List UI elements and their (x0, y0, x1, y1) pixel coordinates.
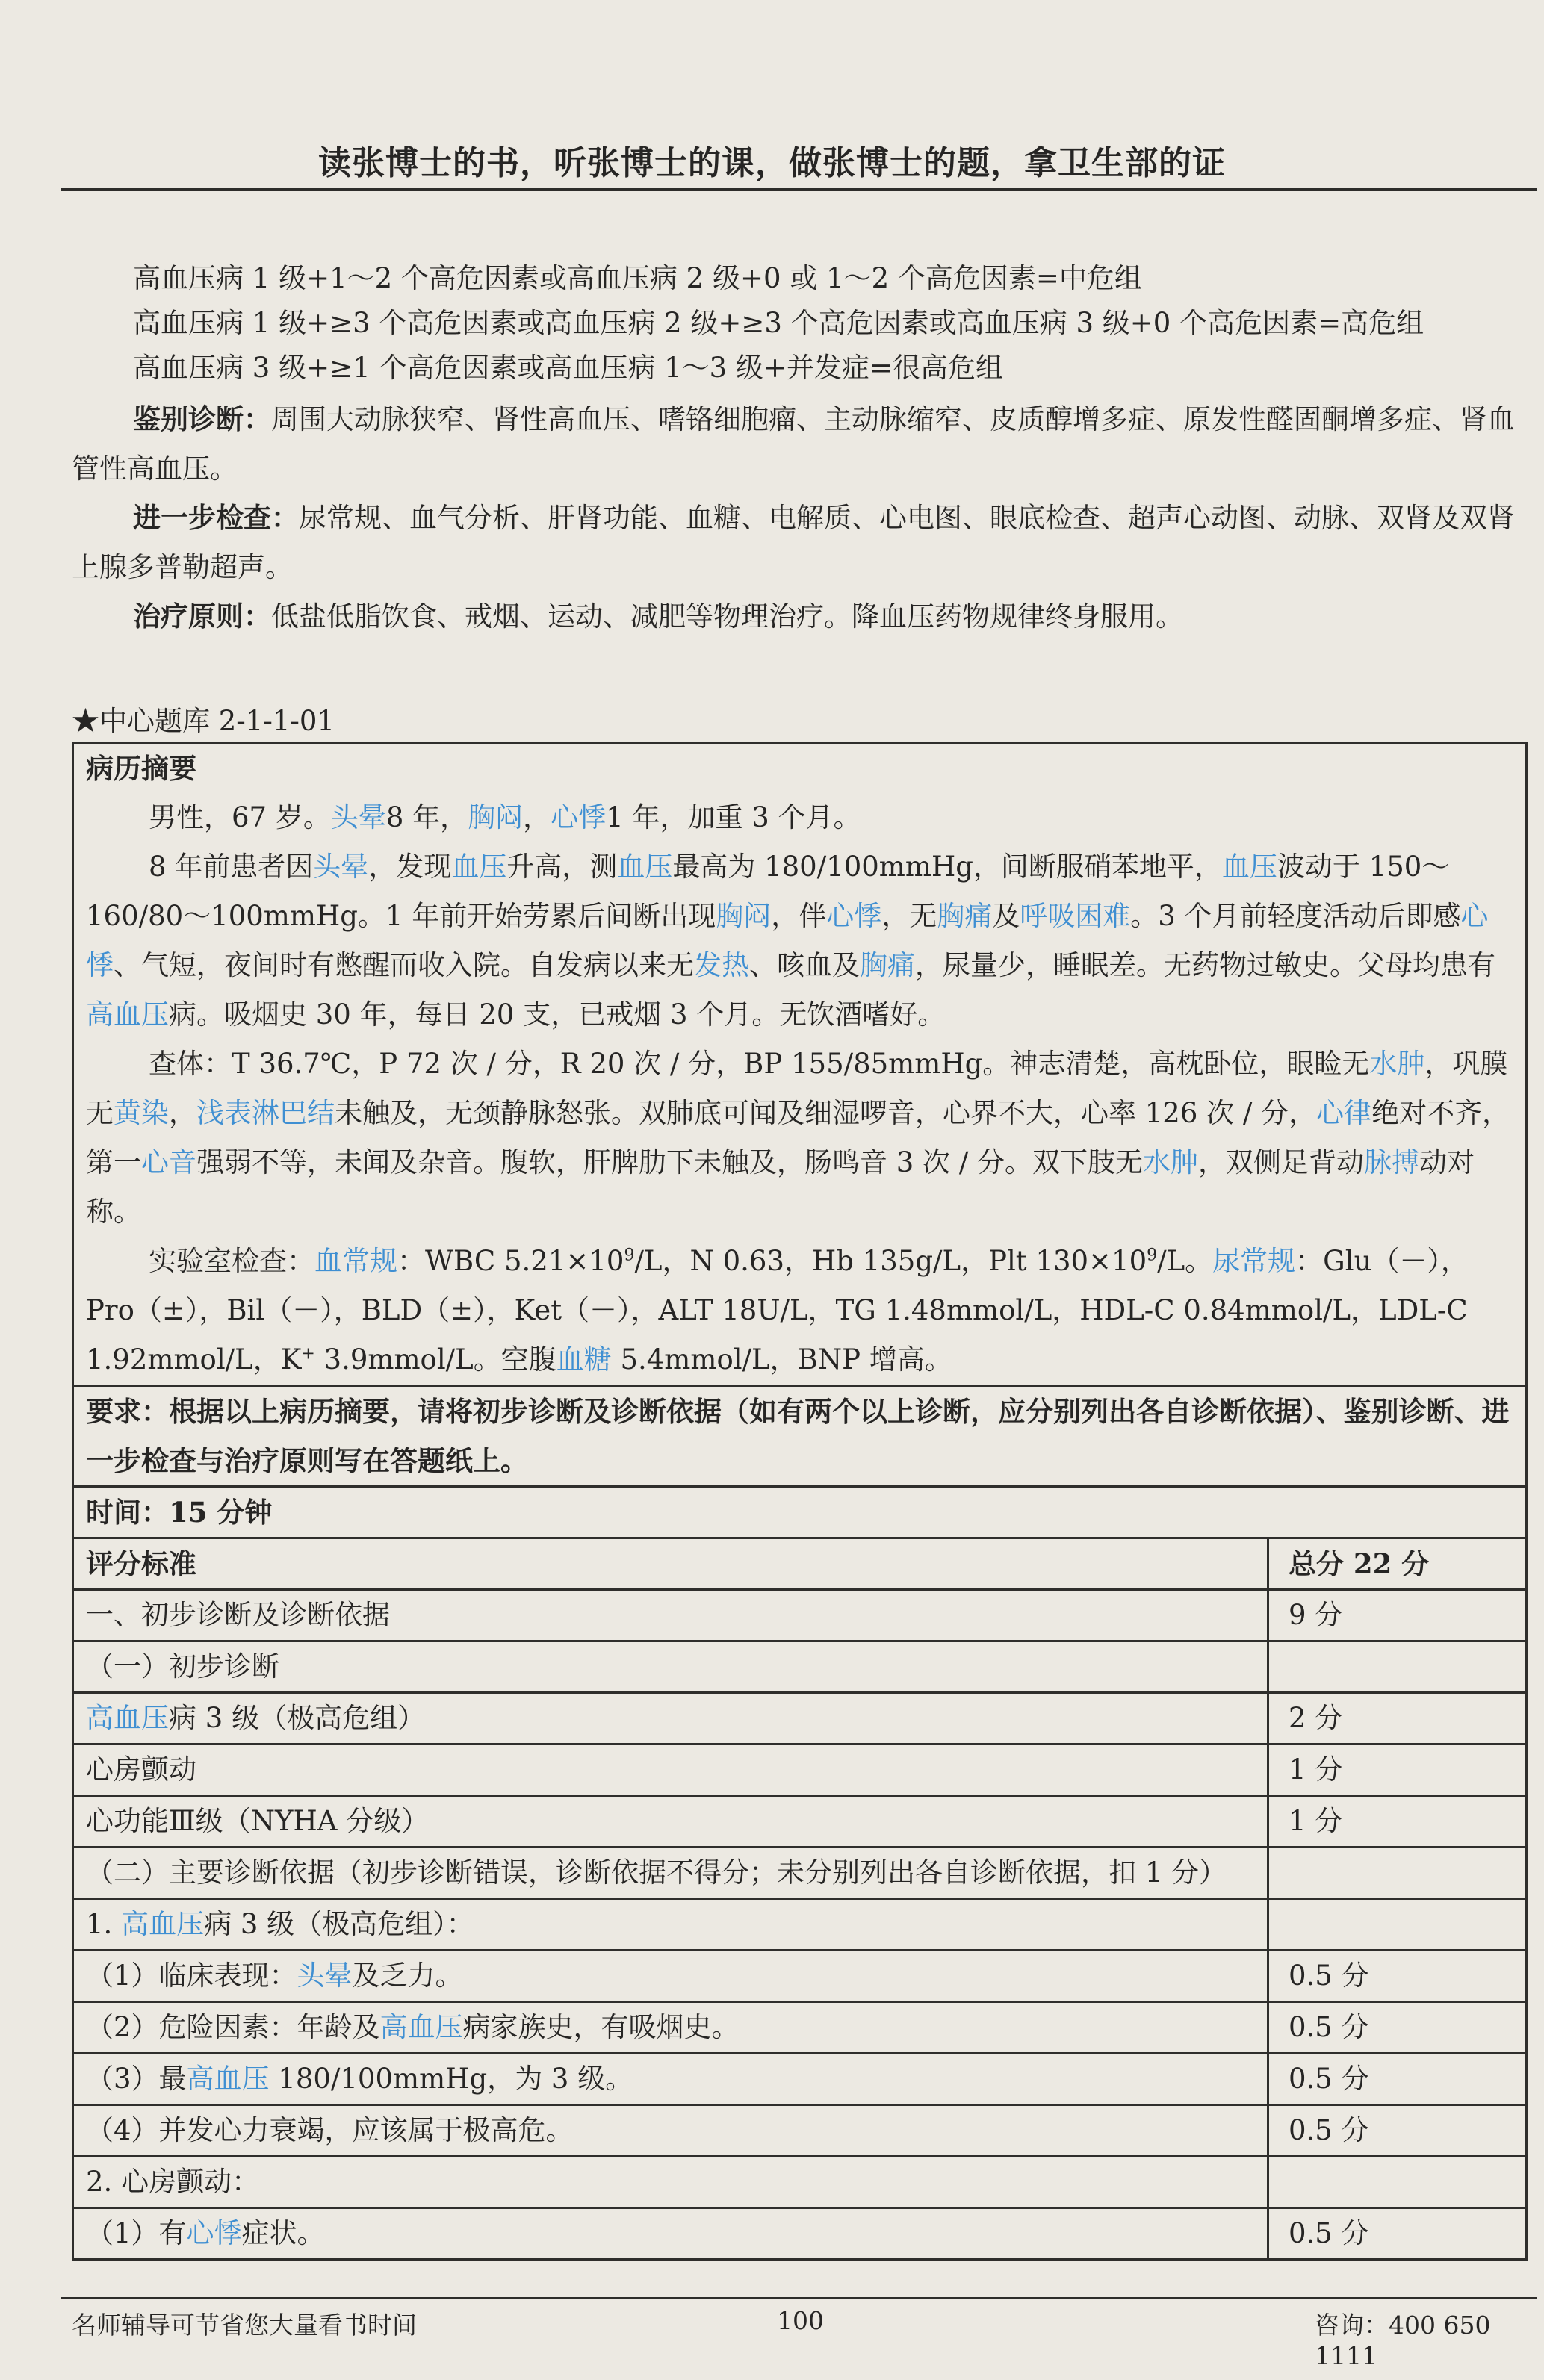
footer-slogan: 名师辅导可节省您大量看书时间 (72, 2311, 417, 2340)
basis-item: （4）并发心力衰竭，应该属于极高危。 (73, 2105, 1268, 2157)
section-initial-diagnosis: 一、初步诊断及诊断依据 (73, 1590, 1268, 1641)
chief-complaint: 男性，67 岁。头晕8 年，胸闷，心悸1 年，加重 3 个月。 (149, 801, 861, 833)
basis-af: 2. 心房颤动： (73, 2157, 1268, 2208)
case-heading: 病历摘要 (86, 752, 196, 785)
risk-line-3: 高血压病 3 级+≥1 个高危因素或高血压病 1～3 级+并发症=很高危组 (133, 352, 1003, 384)
basis-score: 0.5 分 (1268, 2105, 1527, 2157)
subsection-initial: （一）初步诊断 (73, 1641, 1268, 1693)
further-exam: 进一步检查：尿常规、血气分析、肝肾功能、血糖、电解质、心电图、眼底检查、超声心动图、动脉、双肾及双肾上腺多普勒超声。 (72, 501, 1515, 583)
case-table (72, 742, 1528, 2261)
section-score: 9 分 (1268, 1590, 1527, 1641)
physical-exam: 查体：T 36.7℃，P 72 次 / 分，R 20 次 / 分，BP 155/85mmHg。神志清楚，高枕卧位，眼睑无水肿，巩膜无黄染，浅表淋巴结未触及，无颈静脉怒张。双肺底可闻及细湿啰音，心界不大，心率 126 次 / 分，心律绝对不齐，第一心音强弱不等，未闻及杂音。腹软，肝脾肋下未触及，肠鸣音 3 次 / 分。双下肢无水肿，双侧足背动脉搏动对称。 (86, 1048, 1510, 1228)
basis-score: 0.5 分 (1268, 2054, 1527, 2105)
basis-score: 0.5 分 (1268, 2208, 1527, 2260)
header-rule (61, 188, 1537, 191)
basis-item: （2）危险因素：年龄及高血压病家族史，有吸烟史。 (73, 2002, 1268, 2054)
risk-line-2: 高血压病 1 级+≥3 个高危因素或高血压病 2 级+≥3 个高危因素或高血压病 3 级+0 个高危因素=高危组 (133, 307, 1424, 339)
case-summary (73, 743, 1527, 1386)
footer-rule (61, 2297, 1537, 2299)
diagnosis-heart-function: 心功能Ⅲ级（NYHA 分级） (73, 1796, 1268, 1848)
total-score: 总分 22 分 (1268, 1538, 1527, 1590)
basis-score: 0.5 分 (1268, 2002, 1527, 2054)
lab-results: 实验室检查：血常规：WBC $5.21\times 10^9/L$，N 0.63，Hb 135g/L，Plt $130\times 10^9/L$。尿常规：Glu（－），Pro（±），Bil（－），BLD（±），Ket（－），ALT 18U/L，TG 1.48mmol/L，HDL-C 0.84mmol/L，LDL-C 1.92mmol/L，K+ 3.9mmol/L。空腹血糖 5.4mmol/L，BNP 增高。 (86, 1245, 1469, 1376)
diagnosis-hypertension: 高血压病 3 级（极高危组） (73, 1693, 1268, 1744)
page-number: 100 (777, 2306, 824, 2335)
time-limit: 时间：15 分钟 (73, 1487, 1527, 1538)
question-bank-ref: ★中心题库 2-1-1-01 (72, 705, 335, 737)
subsection-basis: （二）主要诊断依据（初步诊断错误，诊断依据不得分；未分别列出各自诊断依据，扣 1 分） (73, 1848, 1268, 1899)
basis-score: 0.5 分 (1268, 1951, 1527, 2002)
basis-item: （3）最高血压 180/100mmHg，为 3 级。 (73, 2054, 1268, 2105)
requirement: 要求：根据以上病历摘要，请将初步诊断及诊断依据（如有两个以上诊断，应分别列出各自诊断依据）、鉴别诊断、进一步检查与治疗原则写在答题纸上。 (73, 1386, 1527, 1487)
diagnosis-score: 2 分 (1268, 1693, 1527, 1744)
running-header: 读张博士的书，听张博士的课，做张博士的题，拿卫生部的证 (318, 144, 1226, 182)
diagnosis-af: 心房颤动 (73, 1744, 1268, 1796)
basis-item: （1）有心悸症状。 (73, 2208, 1268, 2260)
basis-hypertension: 1. 高血压病 3 级（极高危组）： (73, 1899, 1268, 1951)
footer-contact: 咨询：400 650 1111 (1315, 2311, 1491, 2370)
diagnosis-score: 1 分 (1268, 1796, 1527, 1848)
treatment-principle: 治疗原则：低盐低脂饮食、戒烟、运动、减肥等物理治疗。降血压药物规律终身服用。 (133, 600, 1183, 633)
basis-item: （1）临床表现：头晕及乏力。 (73, 1951, 1268, 2002)
diagnosis-score: 1 分 (1268, 1744, 1527, 1796)
differential-diagnosis: 鉴别诊断：周围大动脉狭窄、肾性高血压、嗜铬细胞瘤、主动脉缩窄、皮质醇增多症、原发性醛固酮增多症、肾血管性高血压。 (72, 403, 1515, 485)
scoring-title: 评分标准 (73, 1538, 1268, 1590)
present-history: 8 年前患者因头晕，发现血压升高，测血压最高为 180/100mmHg，间断服硝苯地平，血压波动于 150～160/80～100mmHg。1 年前开始劳累后间断出现胸闷，伴心悸，无胸痛及呼吸困难。3 个月前轻度活动后即感心悸、气短，夜间时有憋醒而收入院。自发病以来无发热、咳血及胸痛，尿量少，睡眠差。无药物过敏史。父母均患有高血压病。吸烟史 30 年，每日 20 支，已戒烟 3 个月。无饮酒嗜好。 (86, 851, 1495, 1031)
risk-line-1: 高血压病 1 级+1～2 个高危因素或高血压病 2 级+0 或 1～2 个高危因素=中危组 (133, 262, 1142, 294)
